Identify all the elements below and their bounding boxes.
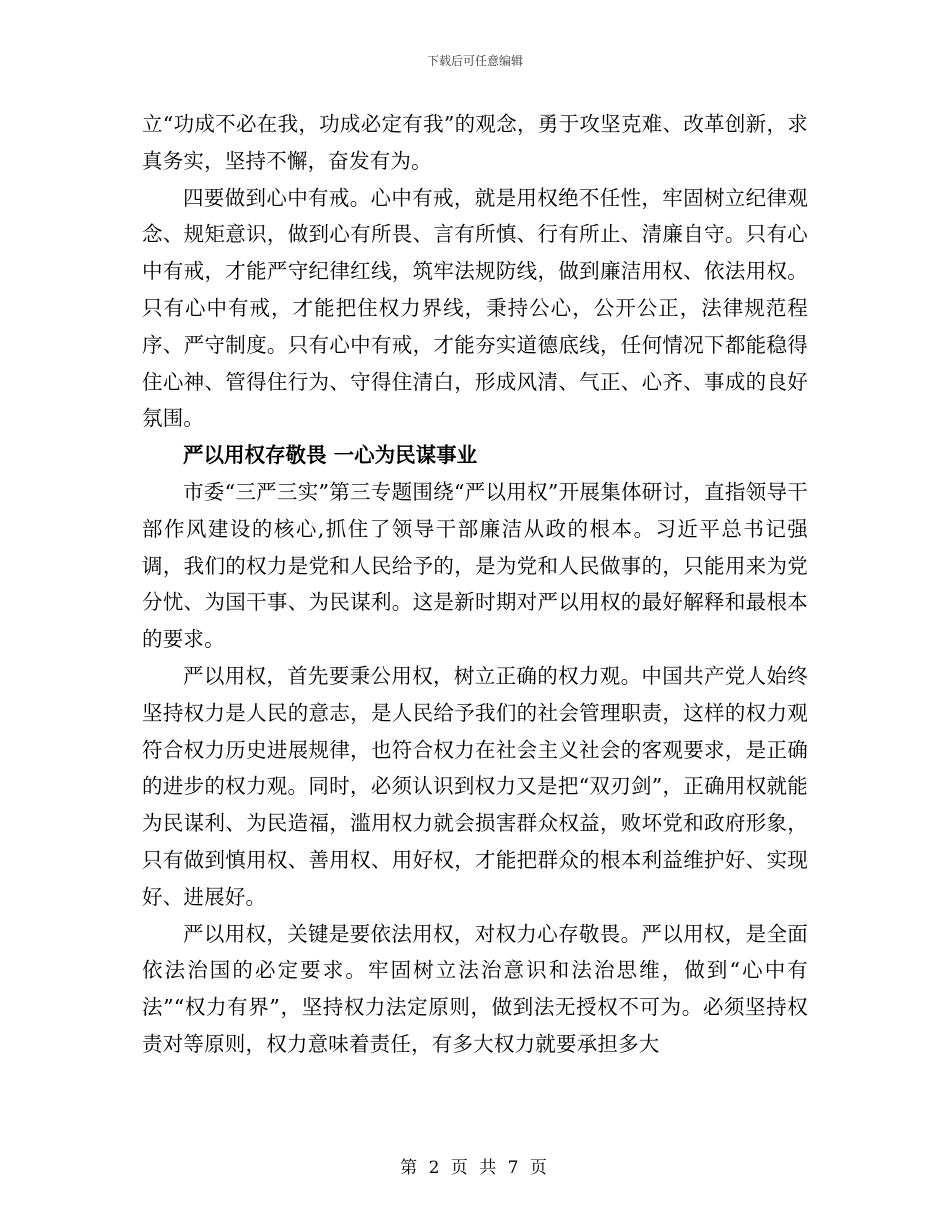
paragraph: 严以用权，首先要秉公用权，树立正确的权力观。中国共产党人始终坚持权力是人民的意志，是人民给予我们的社会管理职责，这样的权力观符合权力历史进展规律，也符合权力在社会主义社会的客观要求，是正确的进步的权力观。同时，必须认识到权力又是把“双刃剑”，正确用权就能为民谋利、为民造福，滥用权力就会损害群众权益，败坏党和政府形象，只有做到慎用权、善用权、用好权，才能把群众的根本利益维护好、实现好、进展好。 bbox=[142, 663, 808, 909]
paragraph-continued: 立“功成不必在我，功成必定有我”的观念，勇于攻坚克难、改革创新，求真务实，坚持不懈，奋发有为。 bbox=[142, 112, 808, 173]
page-header: 下载后可任意编辑 bbox=[426, 54, 523, 68]
document-body bbox=[142, 106, 808, 1063]
paragraph: 四要做到心中有戒。心中有戒，就是用权绝不任性，牢固树立纪律观念、规矩意识，做到心有所畏、言有所慎、行有所止、清廉自守。只有心中有戒，才能严守纪律红线，筑牢法规防线，做到廉洁用权、依法用权。只有心中有戒，才能把住权力界线，秉持公心，公开公正，法律规范程序、严守制度。只有心中有戒，才能夯实道德底线，任何情况下都能稳得住心神、管得住行为、守得住清白，形成风清、气正、心齐、事成的良好氛围。 bbox=[142, 185, 808, 431]
page-number-footer: 第 2 页 共 7 页 bbox=[400, 1158, 550, 1178]
section-heading: 严以用权存敬畏 一心为民谋事业 bbox=[183, 443, 478, 468]
paragraph: 严以用权，关键是要依法用权，对权力心存敬畏。严以用权，是全面依法治国的必定要求。牢固树立法治意识和法治思维，做到“心中有法”“权力有界”，坚持权力法定原则，做到法无授权不可为。必须坚持权责对等原则，权力意味着责任，有多大权力就要承担多大 bbox=[142, 921, 808, 1056]
paragraph: 市委“三严三实”第三专题围绕“严以用权”开展集体研讨，直指领导干部作风建设的核心,抓住了领导干部廉洁从政的根本。习近平总书记强调，我们的权力是党和人民给予的，是为党和人民做事的，只能用来为党分忧、为国干事、为民谋利。这是新时期对严以用权的最好解释和最根本的要求。 bbox=[142, 479, 808, 652]
